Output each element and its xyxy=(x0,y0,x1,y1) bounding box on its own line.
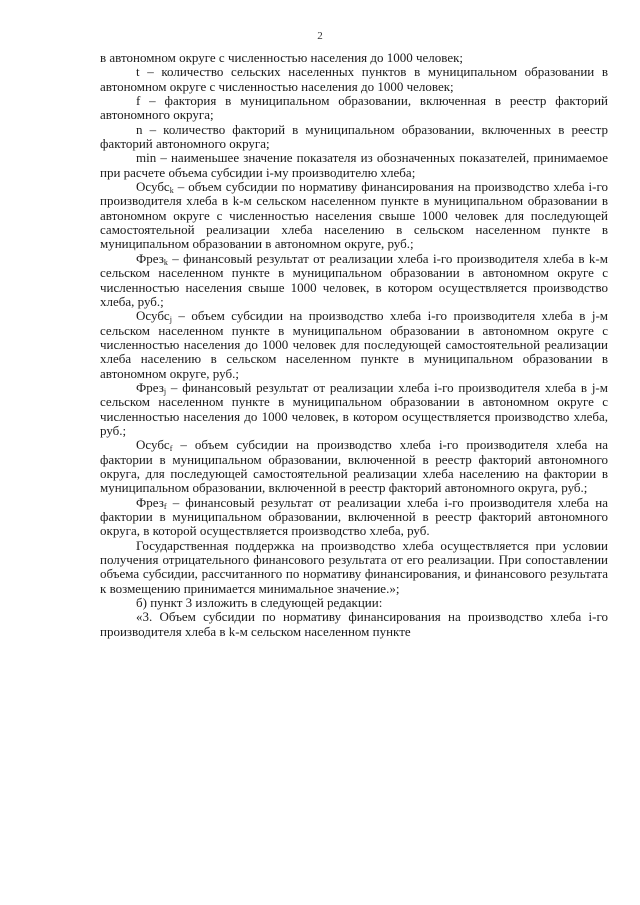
definition-frez-j: Фрез$_j$ – финансовый результат от реализации хлеба i-го производителя хлеба в j-м сельском населенном пункте в муниципальном образовании в автономном округе с численностью населения до 1000 человек, в котором осуществляется производство хлеба, руб.; xyxy=(100,379,608,438)
definition-osubs-k: Осубс$_k$ – объем субсидии по нормативу финансирования на производство хлеба i-го производителя хлеба в k-м сельском населенном пункте в муниципальном образовании в автономном округе с численностью населения свыше 1000 человек для последующей самостоятельной реализации хлеба населению в сельском населенном пункте в муниципальном образовании в автономном округе, руб.; xyxy=(100,179,608,252)
definition-frez-k: Фрез$_k$ – финансовый результат от реализации хлеба i-го производителя хлеба в k-м сельском населенном пункте в муниципальном образовании в автономном округе с численностью населения свыше 1000 человек, в котором осуществляется производство хлеба, руб.; xyxy=(100,250,608,309)
paragraph-item-b: б) пункт 3 изложить в следующей редакции: xyxy=(136,595,383,611)
definition-t: t – количество сельских населенных пунктов в муниципальном образовании в автономном округе с численностью населения до 1000 человек; xyxy=(100,64,608,94)
paragraph-state-support: Государственная поддержка на производство хлеба осуществляется при условии получения отрицательного финансового результата от его реализации. При сопоставлении объема субсидии, рассчитанного по нормативу финансирования, и финансового результата к возмещению принимается минимальное значение.»; xyxy=(100,537,608,596)
page-number: 2 xyxy=(317,30,323,42)
paragraph-item-3: «3. Объем субсидии по нормативу финансирования на производство хлеба i-го производителя хлеба в k-м сельском населенном пункте xyxy=(100,609,608,639)
paragraph-continuation: в автономном округе с численностью населения до 1000 человек; xyxy=(100,50,464,65)
definition-osubs-j: Осубс$_j$ – объем субсидии на производство хлеба i-го производителя хлеба в j-м сельском населенном пункте в муниципальном образовании в автономном округе с численностью населения до 1000 человек для последующей самостоятельной реализации хлеба населению в сельском населенном пункте в муниципальном образовании в автономном округе, руб.; xyxy=(100,308,608,381)
definition-min: min – наименьшее значение показателя из обозначенных показателей, принимаемое при расчете объема субсидии i-му производителю хлеба; xyxy=(100,150,608,180)
definition-osubs-f: Осубс$_f$ – объем субсидии на производство хлеба i-го производителя хлеба на фактории в муниципальном образовании, включенной в реестр факторий автономного округа, для последующей самостоятельной реализации хлеба населению на фактории в муниципальном образовании, включенной в реестр факторий автономного округа, руб.; xyxy=(100,437,608,496)
definition-n: n – количество факторий в муниципальном образовании, включенных в реестр факторий автономного округа; xyxy=(100,121,608,152)
definition-frez-f: Фрез$_f$ – финансовый результат от реализации хлеба i-го производителя хлеба на фактории в муниципальном образовании, включенной в реестр факторий автономного округа, в которой осуществляется производство хлеба, руб. xyxy=(100,494,608,539)
definition-f: f – фактория в муниципальном образовании, включенная в реестр факторий автономного округа; xyxy=(100,93,608,123)
document-body xyxy=(100,51,608,639)
